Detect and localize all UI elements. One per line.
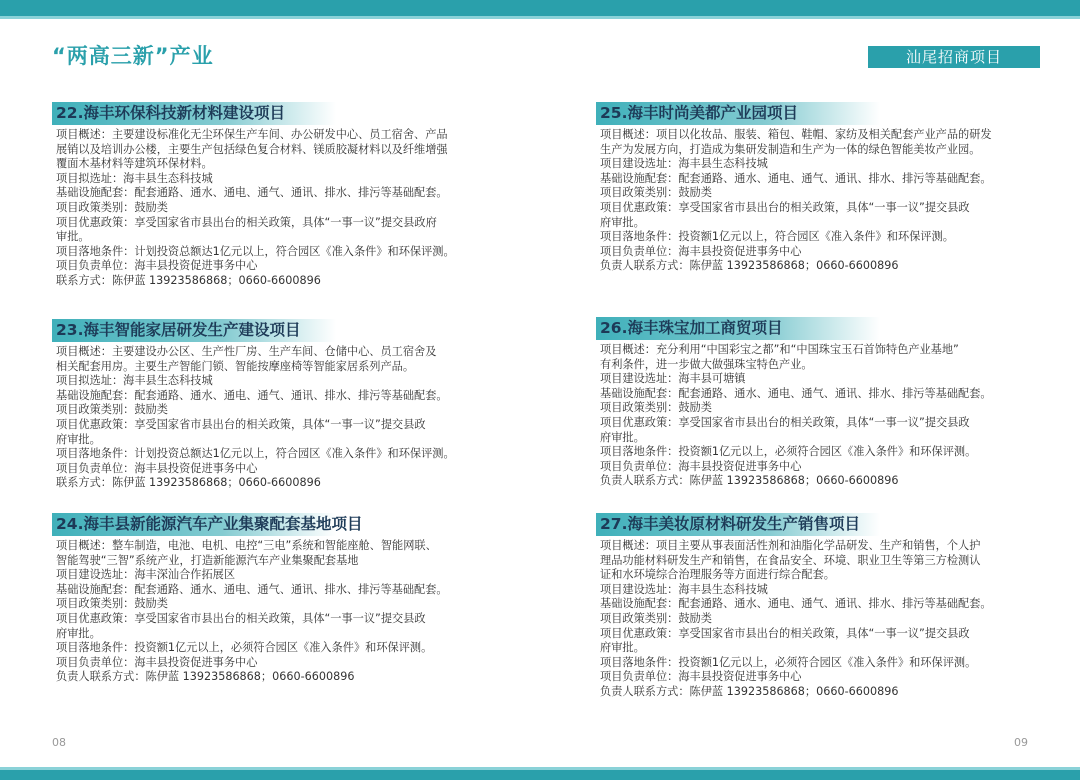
project-title: 24.海丰县新能源汽车产业集聚配套基地项目 (52, 513, 336, 536)
detail-line: 项目负责单位：海丰县投资促进事务中心 (600, 459, 802, 473)
section-title: “两高三新”产业 (52, 44, 214, 68)
detail-line: 项目政策类别：鼓励类 (56, 597, 168, 611)
project-block (52, 102, 524, 289)
detail-line: 项目建设选址：海丰县生态科技城 (600, 582, 768, 596)
project-block (52, 319, 524, 491)
detail-line: 基础设施配套：配套通路、通水、通电、通气、通讯、排水、排污等基础配套。 (56, 388, 448, 402)
detail-line: 负责人联系方式：陈伊蓝 13923586868；0660-6600896 (56, 670, 355, 684)
detail-line: 理品功能材料研发生产和销售，在食品安全、环境、职业卫生等第三方检测认 (600, 553, 981, 567)
detail-line: 项目政策类别：鼓励类 (56, 403, 168, 417)
detail-line: 基础设施配套：配套通路、通水、通电、通气、通讯、排水、排污等基础配套。 (600, 171, 992, 185)
detail-line: 有利条件，进一步做大做强珠宝特色产业。 (600, 357, 813, 371)
detail-line: 项目落地条件：计划投资总额达1亿元以上，符合园区《准入条件》和环保评测。 (56, 244, 455, 258)
project-block (596, 513, 1068, 700)
page-number-right: 09 (1014, 736, 1028, 749)
project-title: 22.海丰环保科技新材料建设项目 (52, 102, 336, 125)
detail-line: 项目优惠政策：享受国家省市县出台的相关政策，具体“一事一议”提交县政 (600, 200, 970, 214)
detail-line: 项目拟选址：海丰县生态科技城 (56, 374, 213, 388)
detail-line: 项目建设选址：海丰县可塘镇 (600, 372, 746, 386)
project-details (52, 539, 524, 685)
project-block (596, 102, 1068, 274)
page-number-left: 08 (52, 736, 66, 749)
detail-line: 府审批。 (600, 215, 645, 229)
detail-line: 项目负责单位：海丰县投资促进事务中心 (56, 461, 258, 475)
project-block (596, 317, 1068, 489)
top-decorative-bar (0, 0, 1080, 16)
detail-line: 项目落地条件：投资额1亿元以上，必须符合园区《准入条件》和环保评测。 (600, 445, 977, 459)
detail-line: 项目落地条件：投资额1亿元以上，符合园区《准入条件》和环保评测。 (600, 230, 954, 244)
detail-line: 府审批。 (56, 432, 101, 446)
detail-line: 项目拟选址：海丰县生态科技城 (56, 171, 213, 185)
detail-line: 项目政策类别：鼓励类 (600, 611, 712, 625)
project-details (596, 128, 1068, 274)
detail-line: 项目负责单位：海丰县投资促进事务中心 (600, 670, 802, 684)
detail-line: 项目概述：主要建设标准化无尘环保生产车间、办公研发中心、员工宿舍、产品 (56, 128, 448, 141)
detail-line: 项目负责单位：海丰县投资促进事务中心 (56, 259, 258, 273)
detail-line: 生产为发展方向，打造成为集研发制造和生产为一体的绿色智能美妆产业园。 (600, 142, 981, 156)
detail-line: 基础设施配套：配套通路、通水、通电、通气、通讯、排水、排污等基础配套。 (56, 186, 448, 200)
detail-line: 项目落地条件：计划投资总额达1亿元以上，符合园区《准入条件》和环保评测。 (56, 447, 455, 461)
detail-line: 项目概述：充分利用“中国彩宝之都”和“中国珠宝玉石首饰特色产业基地” (600, 343, 959, 356)
detail-line: 项目概述：项目以化妆品、服装、箱包、鞋帽、家纺及相关配套产业产品的研发 (600, 128, 992, 141)
detail-line: 项目优惠政策：享受国家省市县出台的相关政策，具体“一事一议”提交县政 (56, 611, 426, 625)
detail-line: 项目优惠政策：享受国家省市县出台的相关政策，具体“一事一议”提交县政 (56, 417, 426, 431)
project-title: 25.海丰时尚美都产业园项目 (596, 102, 880, 125)
detail-line: 府审批。 (600, 430, 645, 444)
detail-line: 基础设施配套：配套通路、通水、通电、通气、通讯、排水、排污等基础配套。 (600, 597, 992, 611)
detail-line: 智能驾驶“三智”系统产业，打造新能源汽车产业集聚配套基地 (56, 553, 359, 567)
project-title: 23.海丰智能家居研发生产建设项目 (52, 319, 336, 342)
project-details (596, 539, 1068, 700)
detail-line: 项目负责单位：海丰县投资促进事务中心 (56, 655, 258, 669)
detail-line: 审批。 (56, 230, 90, 244)
bottom-decorative-bar (0, 770, 1080, 780)
detail-line: 项目建设选址：海丰县生态科技城 (600, 157, 768, 171)
detail-line: 负责人联系方式：陈伊蓝 13923586868；0660-6600896 (600, 684, 899, 698)
detail-line: 府审批。 (600, 641, 645, 655)
project-details (52, 128, 524, 289)
detail-line: 联系方式：陈伊蓝 13923586868；0660-6600896 (56, 476, 321, 490)
detail-line: 项目落地条件：投资额1亿元以上，必须符合园区《准入条件》和环保评测。 (600, 655, 977, 669)
detail-line: 项目优惠政策：享受国家省市县出台的相关政策，具体“一事一议”提交县政 (600, 626, 970, 640)
detail-line: 基础设施配套：配套通路、通水、通电、通气、通讯、排水、排污等基础配套。 (56, 582, 448, 596)
project-title: 27.海丰美妆原材料研发生产销售项目 (596, 513, 880, 536)
detail-line: 项目政策类别：鼓励类 (600, 186, 712, 200)
detail-line: 府审批。 (56, 626, 101, 640)
detail-line: 项目政策类别：鼓励类 (56, 200, 168, 214)
detail-line: 项目政策类别：鼓励类 (600, 401, 712, 415)
project-title: 26.海丰珠宝加工商贸项目 (596, 317, 880, 340)
detail-line: 项目优惠政策：享受国家省市县出台的相关政策，具体“一事一议”提交县政府 (56, 215, 437, 229)
detail-line: 覆面木基材料等建筑环保材料。 (56, 157, 213, 171)
header-tag: 汕尾招商项目 (868, 46, 1040, 68)
detail-line: 项目建设选址：海丰深汕合作拓展区 (56, 568, 236, 582)
detail-line: 负责人联系方式：陈伊蓝 13923586868；0660-6600896 (600, 474, 899, 488)
detail-line: 项目负责单位：海丰县投资促进事务中心 (600, 244, 802, 258)
detail-line: 联系方式：陈伊蓝 13923586868；0660-6600896 (56, 273, 321, 287)
project-details (596, 343, 1068, 489)
detail-line: 项目优惠政策：享受国家省市县出台的相关政策，具体“一事一议”提交县政 (600, 415, 970, 429)
detail-line: 项目概述：主要建设办公区、生产性厂房、生产车间、仓储中心、员工宿舍及 (56, 345, 437, 358)
project-block (52, 513, 524, 685)
detail-line: 证和水环境综合治理服务等方面进行综合配套。 (600, 568, 835, 582)
project-details (52, 345, 524, 491)
detail-line: 负责人联系方式：陈伊蓝 13923586868；0660-6600896 (600, 259, 899, 273)
detail-line: 项目落地条件：投资额1亿元以上，必须符合园区《准入条件》和环保评测。 (56, 641, 433, 655)
detail-line: 基础设施配套：配套通路、通水、通电、通气、通讯、排水、排污等基础配套。 (600, 386, 992, 400)
detail-line: 展销以及培训办公楼，主要生产包括绿色复合材料、镁质胶凝材料以及纤维增强 (56, 142, 448, 156)
detail-line: 项目概述：整车制造，电池、电机、电控“三电”系统和智能座舱、智能网联、 (56, 539, 437, 552)
detail-line: 相关配套用房。主要生产智能门锁、智能按摩座椅等智能家居系列产品。 (56, 359, 415, 373)
detail-line: 项目概述：项目主要从事表面活性剂和油脂化学品研发、生产和销售，个人护 (600, 539, 981, 552)
